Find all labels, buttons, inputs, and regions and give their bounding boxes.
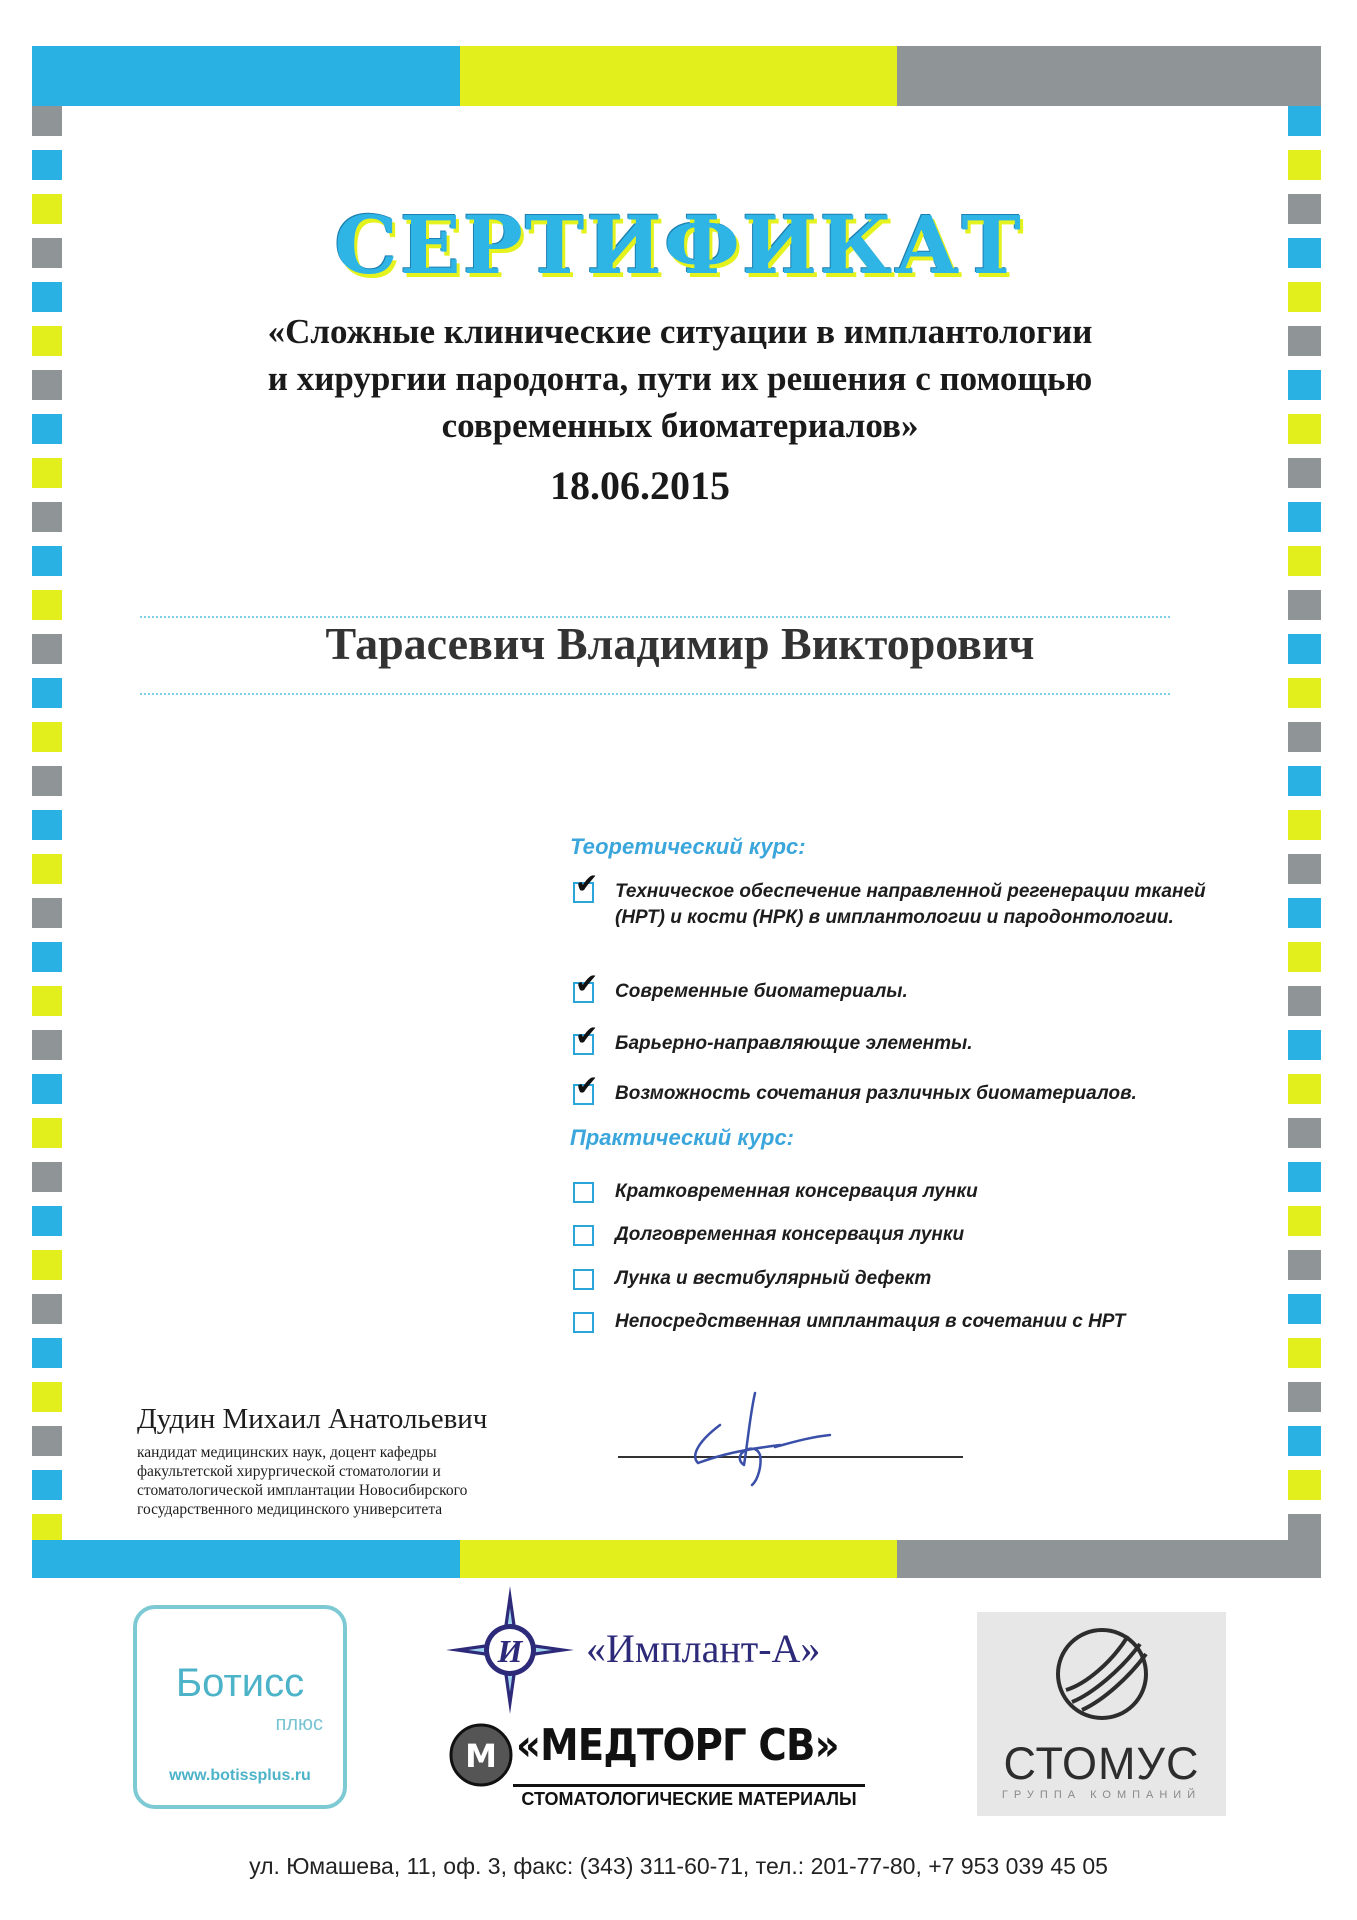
frame-stripe <box>1288 1030 1321 1060</box>
frame-stripe <box>1288 678 1321 708</box>
frame-stripe <box>1288 414 1321 444</box>
checkbox <box>573 1269 594 1290</box>
frame-stripe <box>1288 458 1321 488</box>
practice-item-text: Непосредственная имплантация в сочетании с НРТ <box>615 1311 1126 1332</box>
implant-letter: И <box>497 1633 523 1669</box>
frame-stripe <box>1288 1470 1321 1500</box>
frame-stripe <box>32 722 62 752</box>
name-line-bottom <box>140 693 1170 695</box>
stomus-sub: ГРУППА КОМПАНИЙ <box>1001 1789 1202 1801</box>
frame-stripe <box>1288 106 1321 136</box>
frame-stripe <box>32 1118 62 1148</box>
frame-stripe <box>1288 502 1321 532</box>
botiss-url: www.botissplus.ru <box>169 1767 311 1784</box>
frame-stripe <box>1288 722 1321 752</box>
frame-stripe <box>32 810 62 840</box>
botiss-logo <box>133 1605 347 1809</box>
certificate-title: СЕРТИФИКАТ <box>334 198 1023 292</box>
frame-stripe <box>1288 1250 1321 1280</box>
botiss-name: Ботисс <box>175 1661 305 1705</box>
frame-stripe <box>1288 326 1321 356</box>
practice-item-text: Долговременная консервация лунки <box>615 1224 965 1245</box>
frame-stripe <box>32 942 62 972</box>
checkmark-icon: ✔ <box>575 1069 599 1102</box>
practice-heading: Практический курс: <box>570 1125 795 1150</box>
signer-name: Дудин Михаил Анатольевич <box>137 1403 488 1435</box>
frame-stripe <box>1288 986 1321 1016</box>
frame-stripe <box>32 1162 62 1192</box>
signature <box>660 1385 840 1495</box>
frame-stripe <box>1288 1206 1321 1236</box>
frame-stripe <box>1288 766 1321 796</box>
frame-stripe <box>32 546 62 576</box>
checkmark-icon: ✔ <box>575 967 599 1000</box>
stomus-name: СТОМУС <box>1003 1738 1200 1789</box>
frame-stripe <box>1288 150 1321 180</box>
theory-item-text: Техническое обеспечение направленной регенерации тканей (НРТ) и кости (НРК) в имплантологии и пародонтологии. <box>615 881 1206 928</box>
practice-item-text: Лунка и вестибулярный дефект <box>615 1268 932 1289</box>
frame-stripe <box>1288 1162 1321 1192</box>
certificate-date: 18.06.2015 <box>550 463 730 508</box>
frame-stripe <box>1288 898 1321 928</box>
signer-description-line: кандидат медицинских наук, доцент кафедры <box>137 1444 437 1461</box>
checkmark-icon: ✔ <box>575 1019 599 1052</box>
course-title-line: современных биоматериалов» <box>441 406 919 445</box>
frame-stripe <box>1288 370 1321 400</box>
frame-stripe <box>32 986 62 1016</box>
frame-stripe <box>1288 546 1321 576</box>
frame-stripe <box>1288 1338 1321 1368</box>
checkbox <box>573 1225 594 1246</box>
frame-stripe <box>32 326 62 356</box>
frame-stripe <box>32 1206 62 1236</box>
frame-stripe <box>1288 810 1321 840</box>
frame-stripe <box>1288 1074 1321 1104</box>
frame-stripe <box>1288 1514 1321 1540</box>
frame-stripe <box>32 150 62 180</box>
signer-description-line: стоматологической имплантации Новосибирского <box>137 1482 468 1499</box>
frame-stripe <box>32 1470 62 1500</box>
practice-item-text: Кратковременная консервация лунки <box>615 1181 978 1202</box>
frame-stripe <box>1288 634 1321 664</box>
frame-stripe <box>32 370 62 400</box>
frame-stripe <box>32 1294 62 1324</box>
frame-stripe <box>32 1030 62 1060</box>
implant-name: «Имплант-А» <box>586 1626 821 1671</box>
frame-stripe <box>32 1338 62 1368</box>
frame-stripe <box>32 854 62 884</box>
frame-stripe <box>32 634 62 664</box>
course-title <box>140 308 1220 449</box>
botiss-sub: плюс <box>275 1713 323 1735</box>
frame-stripe <box>32 1426 62 1456</box>
medtorg-m-icon <box>448 1722 518 1788</box>
frame-stripe <box>32 898 62 928</box>
frame-stripe <box>32 1074 62 1104</box>
theory-heading: Теоретический курс: <box>570 834 806 859</box>
theory-item-text: Возможность сочетания различных биоматериалов. <box>615 1083 1137 1104</box>
frame-stripe <box>1288 1382 1321 1412</box>
signer-description-line: факультетской хирургической стоматологии и <box>137 1463 441 1480</box>
medtorg-sub: СТОМАТОЛОГИЧЕСКИЕ МАТЕРИАЛЫ <box>513 1784 865 1811</box>
frame-stripe <box>32 678 62 708</box>
footer-contacts: ул. Юмашева, 11, оф. 3, факс: (343) 311-60-71, тел.: 201-77-80, +7 953 039 45 05 <box>249 1853 1108 1879</box>
signer-description-line: государственного медицинского университета <box>137 1501 443 1518</box>
frame-stripe <box>32 1382 62 1412</box>
frame-stripe <box>32 414 62 444</box>
frame-stripe <box>1288 1118 1321 1148</box>
frame-stripe <box>32 106 62 136</box>
frame-stripe <box>32 590 62 620</box>
course-title-line: «Сложные клинические ситуации в имплантологии <box>267 312 1093 351</box>
frame-stripe <box>1288 854 1321 884</box>
medtorg-letter: М <box>465 1737 497 1775</box>
medtorg-name: «МЕДТОРГ СВ» <box>516 1720 839 1771</box>
frame-stripe <box>32 766 62 796</box>
theory-item-text: Барьерно-направляющие элементы. <box>615 1033 973 1054</box>
checkbox <box>573 1182 594 1203</box>
frame-stripe <box>1288 1426 1321 1456</box>
signer-description <box>137 1443 617 1519</box>
frame-stripe <box>32 1250 62 1280</box>
frame-stripe <box>32 1514 62 1540</box>
frame-stripe <box>1288 1294 1321 1324</box>
implant-compass-icon <box>446 1586 574 1714</box>
stomus-globe-icon <box>1052 1624 1152 1724</box>
frame-stripe <box>1288 942 1321 972</box>
frame-stripe <box>32 458 62 488</box>
course-title-line: и хирургии пародонта, пути их решения с помощью <box>267 359 1093 398</box>
frame-stripe <box>1288 590 1321 620</box>
checkbox <box>573 1312 594 1333</box>
frame-stripe <box>32 502 62 532</box>
recipient-name: Тарасевич Владимир Викторович <box>325 618 1035 669</box>
checkmark-icon: ✔ <box>575 867 599 900</box>
theory-item-text: Современные биоматериалы. <box>615 981 908 1002</box>
stomus-logo <box>977 1612 1226 1816</box>
